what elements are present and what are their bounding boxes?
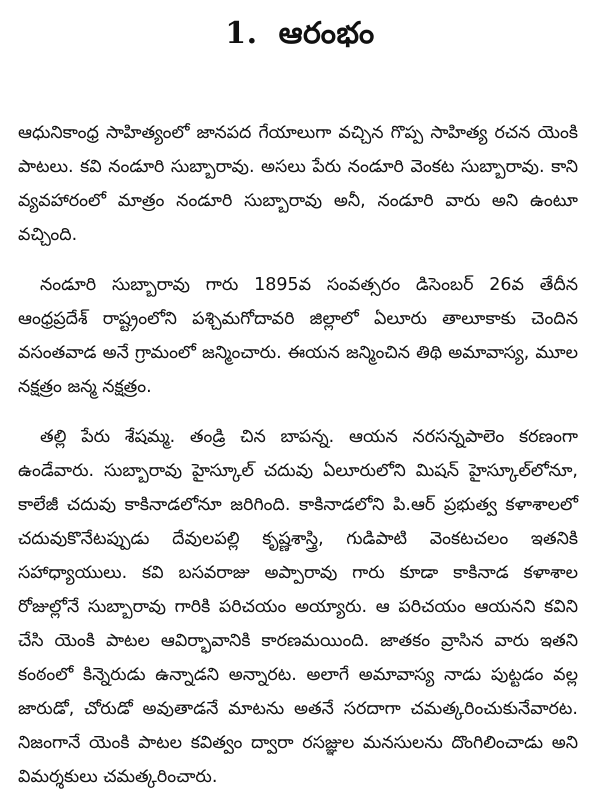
paragraph-2 xyxy=(18,268,578,404)
paragraph-text: తల్లి పేరు శేషమ్మ. తండ్రి చిన బాపన్న. ఆయన నరసన్నపాలెం కరణంగా ఉండేవారు. సుబ్బారావు హైస్కూల్ చదువు ఏలూరులోని మిషన్ హైస్కూల్‌లోనూ, కాలేజీ చదువు కాకినాడలోనూ జరిగింది. కాకినాడలోని పి.ఆర్ ప్రభుత్వ కళాశాలలో చదువుకొనేటప్పుడు దేవులపల్లి కృష్ణశాస్త్రి, గుడిపాటి వెంకటచలం ఇతనికి సహాధ్యాయులు. కవి బసవరాజు అప్పారావు గారు కూడా కాకినాడ కళాశాల రోజుల్లోనే సుబ్బారావు గారికి పరిచయం అయ్యారు. ఆ పరిచయం ఆయనని కవిని చేసి యెంకి పాటల ఆవిర్భావానికి కారణమయింది. జాతకం వ్రాసిన వారు ఇతని కంఠంలో కిన్నెరుడు ఉన్నాడని అన్నారట. అలాగే అమావాస్య నాడు పుట్టడం వల్ల జారుడో, చోరుడో అవుతాడనే మాటను అతనే సరదాగా చమత్కరించుకునేవారట. నిజంగానే యెంకి పాటల కవిత్వం ద్వారా రసజ్ఞుల మనసులను దొంగిలించాడు అని విమర్శకులు చమత్కరించారు. xyxy=(18,427,578,787)
chapter-heading xyxy=(0,16,600,58)
chapter-number: 1. xyxy=(225,16,258,51)
paragraph-text: ఆధునికాంధ్ర సాహిత్యంలో జానపద గేయాలుగా వచ్చిన గొప్ప సాహిత్య రచన యెంకి పాటలు. కవి నండూరి సుబ్బారావు. అసలు పేరు నండూరి వెంకట సుబ్బారావు. కాని వ్యవహారంలో మాత్రం నండూరి సుబ్బారావు అనీ, నండూరి వారు అని ఉంటూ వచ్చింది. xyxy=(18,123,578,245)
paragraph-3 xyxy=(18,420,578,794)
paragraph-1 xyxy=(18,116,578,252)
paragraph-text: నండూరి సుబ్బారావు గారు 1895వ సంవత్సరం డిసెంబర్ 26వ తేదీన ఆంధ్రప్రదేశ్ రాష్ట్రంలోని పశ్చిమగోదావరి జిల్లాలో ఏలూరు తాలూకాకు చెందిన వసంతవాడ అనే గ్రామంలో జన్మించారు. ఈయన జన్మించిన తిథి అమావాస్య, మూల నక్షత్రం జన్మ నక్షత్రం. xyxy=(18,275,578,397)
chapter-body xyxy=(18,116,578,810)
chapter-title: ఆరంభం xyxy=(278,16,375,51)
